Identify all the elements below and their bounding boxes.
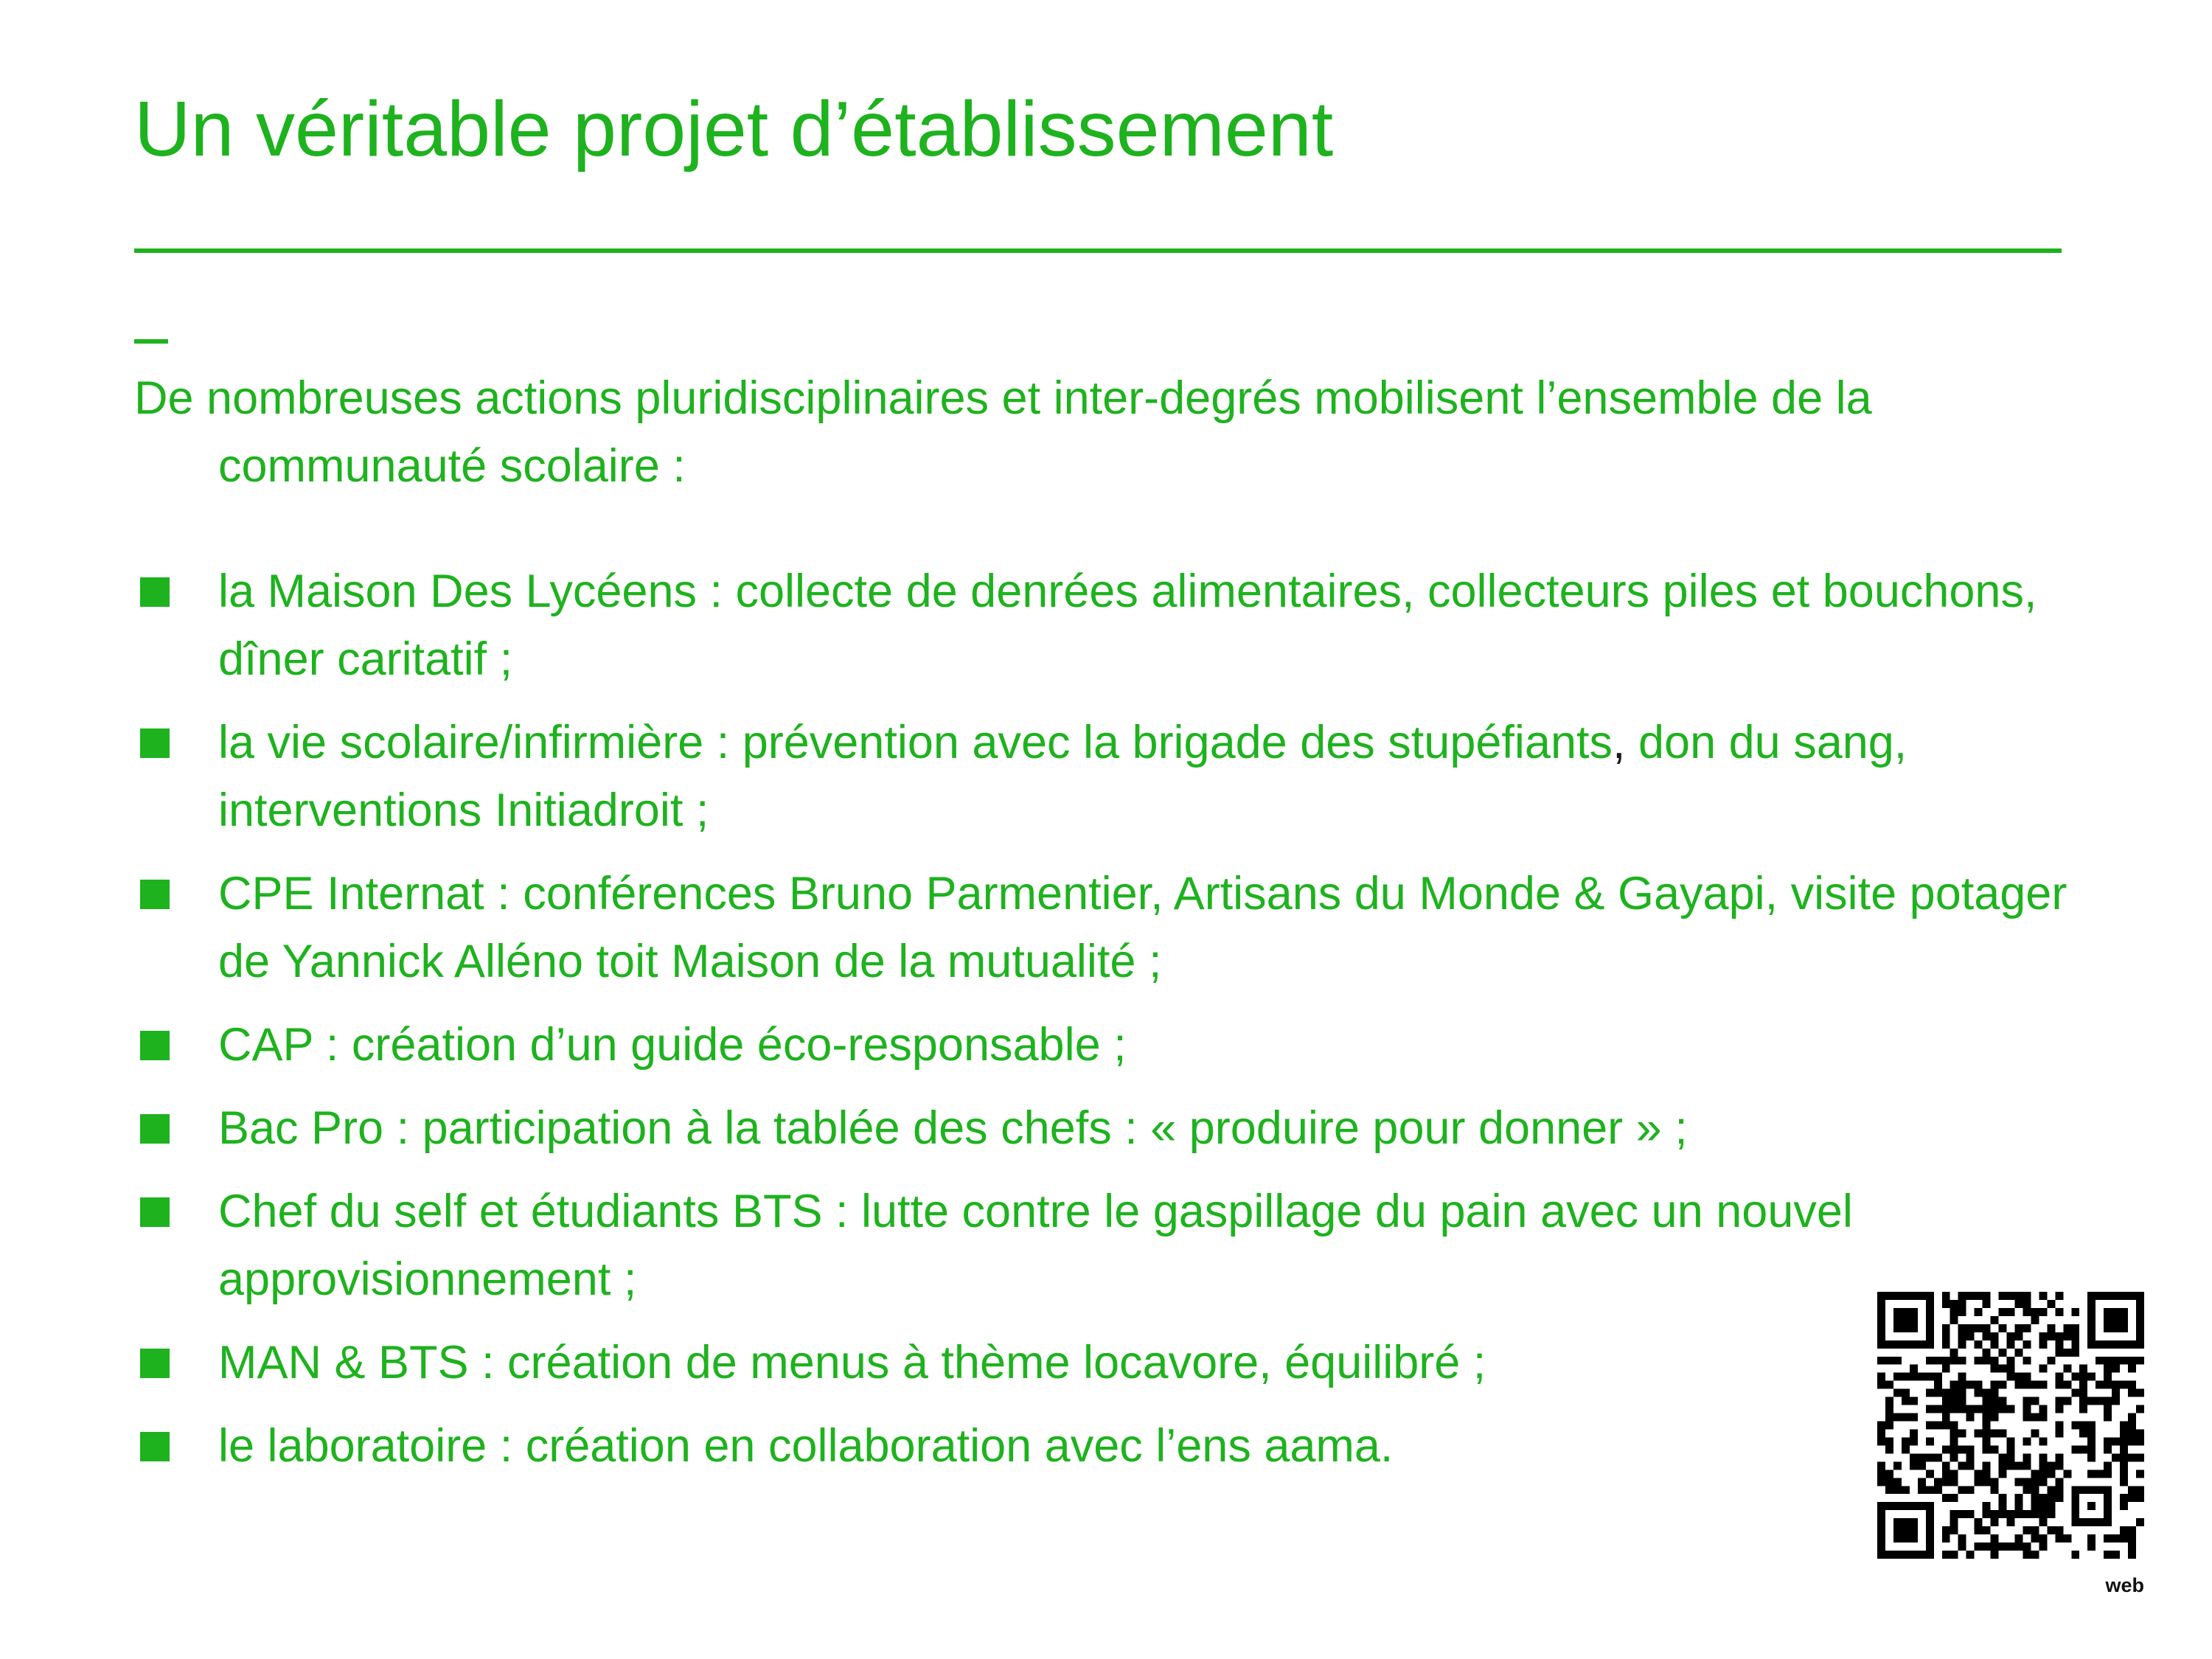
list-item-text: le laboratoire : création en collaboration avec l’ens aama.	[218, 1420, 1394, 1472]
list-item-text: MAN & BTS : création de menus à thème locavore, équilibré ;	[218, 1337, 1486, 1388]
list-item	[134, 557, 2081, 693]
list-item	[134, 1178, 2081, 1313]
slide-title: Un véritable projet d’établissement	[134, 86, 1334, 173]
list-item-text: Bac Pro : participation à la tablée des chefs : « produire pour donner » ;	[218, 1102, 1688, 1154]
list-item	[134, 1412, 2081, 1480]
title-underline	[134, 248, 2062, 253]
square-bullet-icon	[140, 1197, 170, 1227]
list-item	[134, 1011, 2081, 1079]
list-item-text: CPE Internat : conférences Bruno Parmentier, Artisans du Monde & Gayapi, visite potager de Yannick Alléno toit Maison de la mutualité ;	[218, 868, 2067, 987]
square-bullet-icon	[140, 1349, 170, 1378]
list-item-text: la Maison Des Lycéens : collecte de denrées alimentaires, collecteurs piles et bouchons, dîner caritatif ;	[218, 566, 2037, 685]
title-underline-overflow	[134, 339, 168, 344]
list-item-comma: ,	[1612, 717, 1626, 768]
actions-list	[134, 557, 2081, 1495]
square-bullet-icon	[140, 1432, 170, 1461]
square-bullet-icon	[140, 577, 170, 607]
square-bullet-icon	[140, 1031, 170, 1060]
list-item	[134, 1094, 2081, 1162]
list-item-text: Chef du self et étudiants BTS : lutte contre le gaspillage du pain avec un nouvel approvisionnement ;	[218, 1186, 1853, 1305]
list-item	[134, 709, 2081, 844]
list-item	[134, 1329, 2081, 1397]
list-item-text-tail: don du sang, interventions Initiadroit ;	[218, 717, 1907, 836]
square-bullet-icon	[140, 880, 170, 909]
intro-paragraph: De nombreuses actions pluridisciplinaires et inter-degrés mobilisent l’ensemble de la communauté scolaire :	[134, 372, 1872, 492]
square-bullet-icon	[140, 728, 170, 758]
square-bullet-icon	[140, 1114, 170, 1144]
qr-block	[1877, 1292, 2144, 1596]
qr-code-icon	[1877, 1292, 2144, 1559]
list-item-text: la vie scolaire/infirmière : prévention avec la brigade des stupéfiants	[218, 717, 1613, 768]
list-item	[134, 860, 2081, 995]
qr-label: web	[2105, 1574, 2144, 1596]
list-item-text: CAP : création d’un guide éco-responsable ;	[218, 1019, 1127, 1071]
